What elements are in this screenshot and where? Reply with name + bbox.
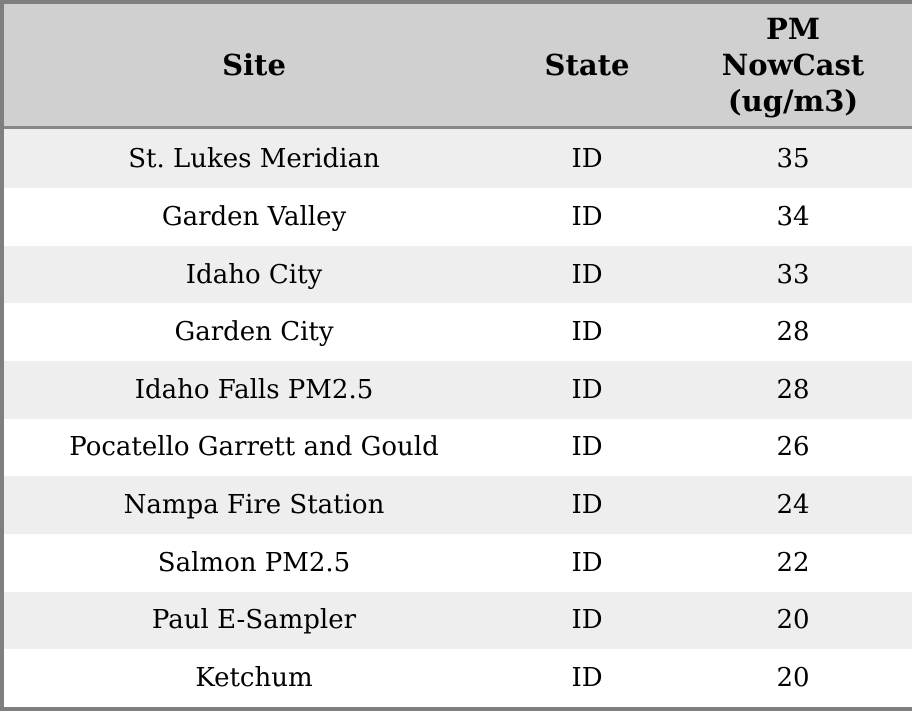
site-cell: Garden Valley [161, 201, 347, 232]
header-row [4, 4, 912, 128]
column-header-site: Site [4, 4, 504, 128]
pm-value-cell: 20 [776, 663, 810, 694]
state-cell: ID [571, 605, 603, 636]
pm-value-cell: 28 [776, 317, 810, 348]
table-header [4, 4, 912, 128]
pm-value-cell: 34 [776, 201, 810, 232]
table-row [4, 419, 912, 477]
table-row [4, 303, 912, 361]
pm-value-cell: 20 [776, 605, 810, 636]
pm-value-cell: 35 [776, 143, 810, 174]
pm-value-cell: 28 [776, 374, 810, 405]
state-cell: ID [571, 201, 603, 232]
pm-value-cell: 33 [776, 259, 810, 290]
site-cell: Idaho City [185, 259, 323, 290]
column-header-state: State [504, 4, 670, 128]
table-row [4, 476, 912, 534]
state-cell: ID [571, 143, 603, 174]
site-cell: Ketchum [195, 663, 313, 694]
site-cell: Salmon PM2.5 [157, 547, 351, 578]
site-cell: Paul E-Sampler [151, 605, 357, 636]
site-cell: Nampa Fire Station [123, 490, 385, 521]
state-cell: ID [571, 317, 603, 348]
pm-header-line-3: (ug/m3) [727, 84, 859, 119]
pm-header-line-1: PM [766, 11, 820, 46]
table-body [4, 128, 912, 708]
state-cell: ID [571, 547, 603, 578]
pm-value-cell: 26 [776, 432, 810, 463]
table-row [4, 188, 912, 246]
state-cell: ID [571, 490, 603, 521]
pm-nowcast-table [4, 4, 912, 707]
table-row [4, 246, 912, 304]
table-row [4, 592, 912, 650]
pm-header-line-2: NowCast [721, 47, 865, 82]
pm-value-cell: 24 [776, 490, 810, 521]
site-cell: Idaho Falls PM2.5 [134, 374, 374, 405]
site-cell: Garden City [174, 317, 334, 348]
state-cell: ID [571, 432, 603, 463]
state-cell: ID [571, 374, 603, 405]
pm-value-cell: 22 [776, 547, 810, 578]
table-row [4, 361, 912, 419]
table-row [4, 534, 912, 592]
table-row [4, 649, 912, 707]
column-header-pm-nowcast [670, 4, 912, 128]
state-cell: ID [571, 663, 603, 694]
site-cell: St. Lukes Meridian [128, 143, 380, 174]
state-cell: ID [571, 259, 603, 290]
table-row [4, 128, 912, 189]
site-cell: Pocatello Garrett and Gould [69, 432, 439, 463]
